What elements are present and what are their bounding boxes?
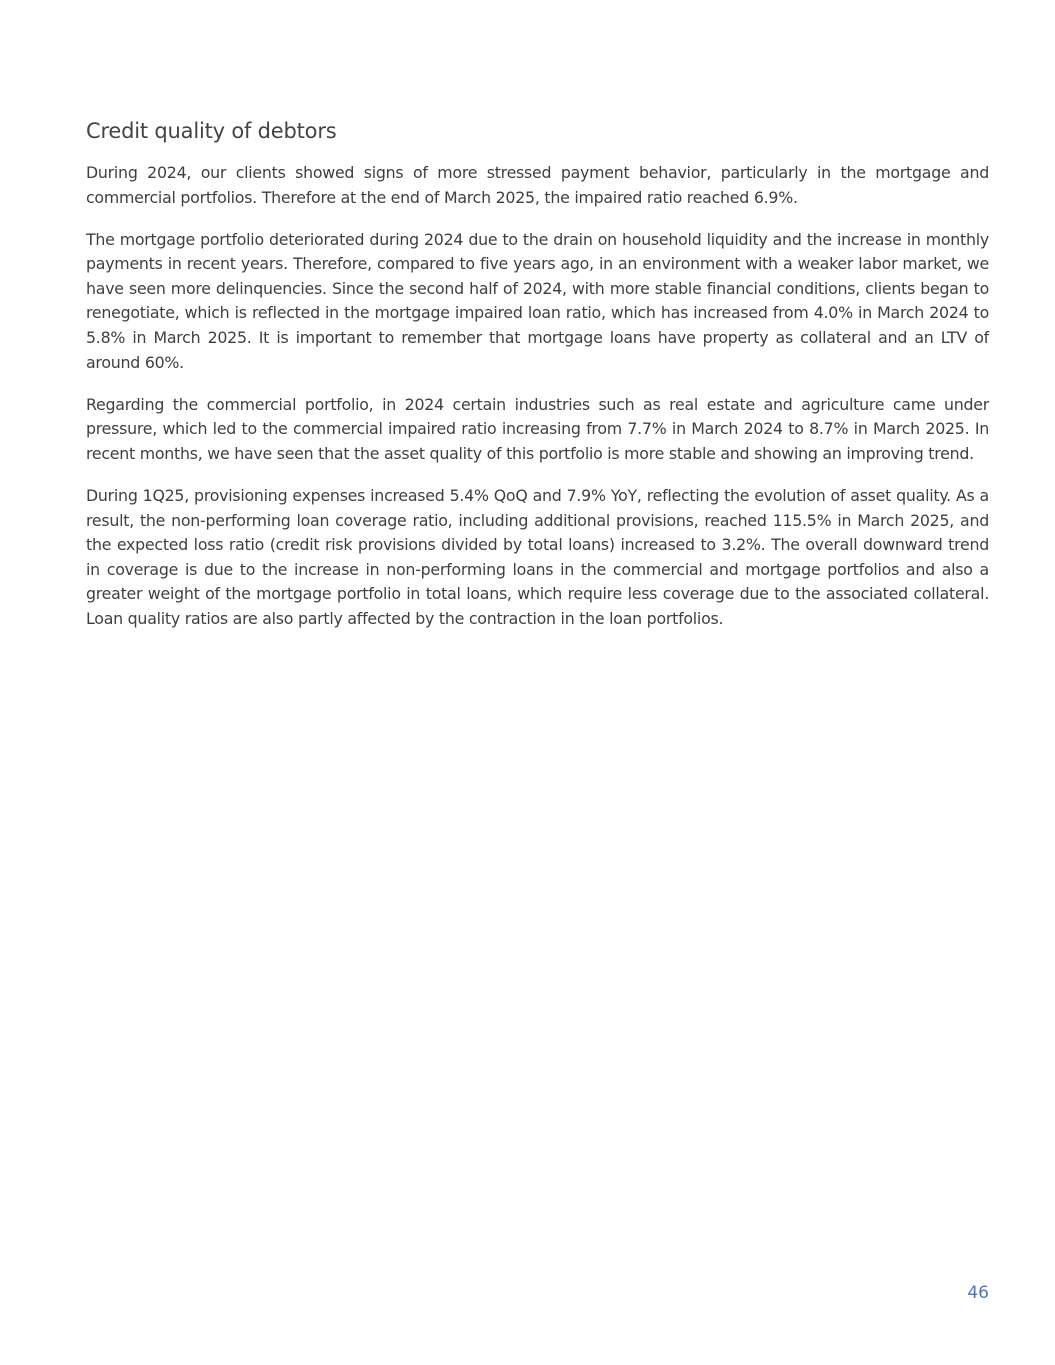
paragraph-mortgage-portfolio: The mortgage portfolio deteriorated during 2024 due to the drain on household liquidity and the increase in monthly payments in recent years. Therefore, compared to five years ago, in an environment with a weaker labor market, we have seen more delinquencies. Since the second half of 2024, with more stable financial conditions, clients began to renegotiate, which is reflected in the mortgage impaired loan ratio, which has increased from 4.0% in March 2024 to 5.8% in March 2025. It is important to remember that mortgage loans have property as collateral and an LTV of around 60%. [86, 229, 989, 372]
paragraph-commercial-portfolio: Regarding the commercial portfolio, in 2024 certain industries such as real estate and agriculture came under pressure, which led to the commercial impaired ratio increasing from 7.7% in March 2024 to 8.7% in March 2025. In recent months, we have seen that the asset quality of this portfolio is more stable and showing an improving trend. [86, 394, 989, 463]
paragraph-impaired-ratio: During 2024, our clients showed signs of more stressed payment behavior, particularly in the mortgage and commercial portfolios. Therefore at the end of March 2025, the impaired ratio reached 6.9%. [86, 163, 989, 207]
section-heading: Credit quality of debtors [86, 119, 337, 143]
document-body [86, 116, 989, 649]
paragraph-provisioning: During 1Q25, provisioning expenses increased 5.4% QoQ and 7.9% YoY, reflecting the evolution of asset quality. As a result, the non-performing loan coverage ratio, including additional provisions, reached 115.5% in March 2025, and the expected loss ratio (credit risk provisions divided by total loans) increased to 3.2%. The overall downward trend in coverage is due to the increase in non-performing loans in the commercial and mortgage portfolios and also a greater weight of the mortgage portfolio in total loans, which require less coverage due to the associated collateral. Loan quality ratios are also partly affected by the contraction in the loan portfolios. [86, 486, 989, 628]
page-number: 46 [967, 1283, 989, 1303]
